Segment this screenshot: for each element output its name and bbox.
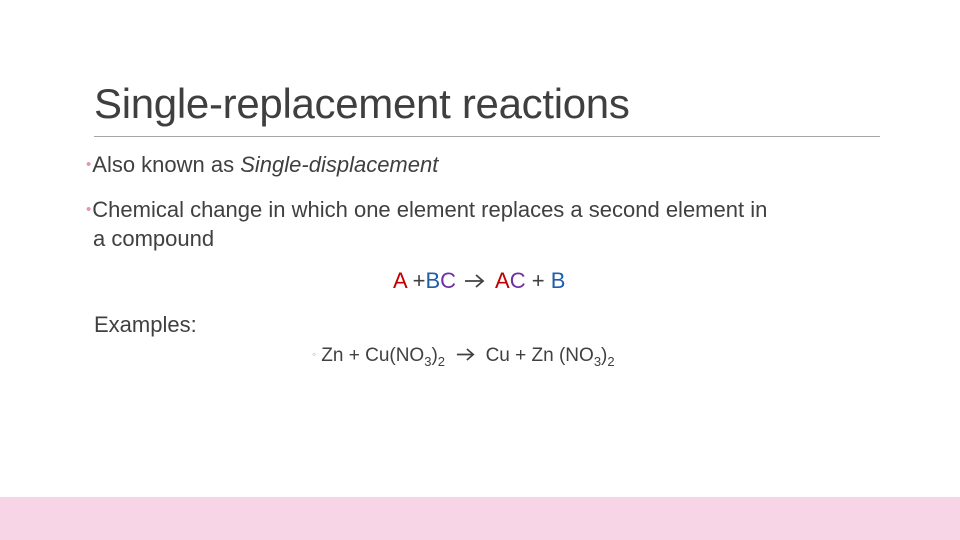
- bullet-text-line1: Chemical change in which one element replaces a second element in: [92, 197, 768, 222]
- footer-band: [0, 497, 960, 540]
- example-lhs: Zn + Cu(NO: [321, 345, 425, 366]
- formula-ac-a: A: [495, 268, 510, 293]
- general-formula: [393, 268, 565, 294]
- example-rhs-paren: ): [601, 345, 608, 366]
- bullet-italic-term: Single-displacement: [240, 152, 439, 177]
- formula-b: B: [550, 268, 566, 293]
- bullet-text: Also known as: [92, 152, 241, 177]
- title-divider: [94, 136, 880, 137]
- bullet-also-known-as: [86, 150, 886, 179]
- bullet-text-line2: a compound: [93, 226, 215, 251]
- formula-bc-b: B: [425, 268, 441, 293]
- arrow-right-icon: [456, 347, 476, 362]
- examples-label: Examples:: [94, 312, 197, 337]
- formula-bc-c: C: [440, 268, 457, 293]
- sub-bullet-marker: ◦: [312, 347, 317, 361]
- bullet-marker: •: [86, 201, 92, 218]
- formula-a: A: [393, 268, 407, 293]
- subscript: 3: [593, 354, 602, 369]
- bullet-marker: •: [86, 156, 92, 173]
- example-rhs: Cu + Zn (NO: [485, 345, 594, 366]
- slide-title: Single-replacement reactions: [94, 80, 630, 127]
- bullet-definition: [86, 195, 886, 253]
- formula-plus: +: [406, 268, 426, 293]
- formula-plus: +: [525, 268, 551, 293]
- subscript: 2: [437, 354, 446, 369]
- arrow-right-icon: [464, 273, 486, 289]
- subscript: 2: [607, 354, 615, 369]
- example-lhs-paren: ): [431, 345, 438, 366]
- example-reaction: [312, 345, 615, 367]
- formula-ac-c: C: [509, 268, 526, 293]
- subscript: 3: [424, 354, 432, 369]
